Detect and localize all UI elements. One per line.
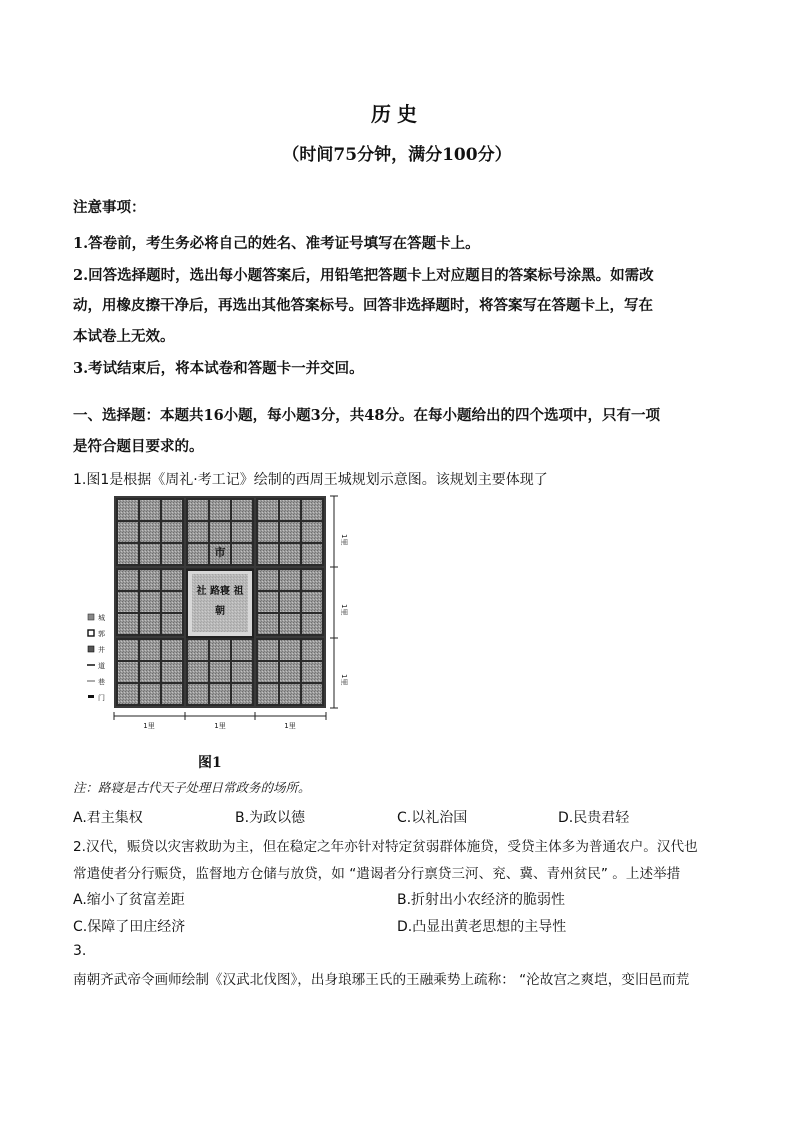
scale-label-right: 1里 — [340, 604, 348, 616]
well-field-plot — [188, 544, 208, 564]
q2-option-b[interactable]: B.折射出小农经济的脆弱性 — [397, 892, 566, 908]
well-field-plot — [118, 570, 138, 590]
well-field-plot — [188, 662, 208, 682]
section-heading-cont: 是符合题目要求的。 — [73, 438, 204, 455]
court-label: 朝 — [215, 606, 225, 617]
legend-label: 井 — [98, 646, 105, 654]
well-field-plot — [280, 592, 300, 612]
well-field-plot — [302, 592, 322, 612]
well-field-plot — [280, 522, 300, 542]
well-field-plot — [258, 544, 278, 564]
q1-option-d[interactable]: D.民贵君轻 — [558, 810, 630, 826]
well-field-plot — [210, 500, 230, 520]
well-field-plot — [210, 640, 230, 660]
q2-option-d[interactable]: D.凸显出黄老思想的主导性 — [397, 919, 567, 935]
notice-item: 1.答卷前，考生务必将自己的姓名、准考证号填写在答题卡上。 — [73, 235, 480, 252]
well-field-plot — [258, 500, 278, 520]
q1-option-a[interactable]: A.君主集权 — [73, 810, 143, 826]
q2-stem-cont: 常遣使者分行赈贷，监督地方仓储与放贷，如 “遣谒者分行禀贷三河、兖、冀、青州贫民” 。上述举措 — [73, 866, 681, 882]
page-subtitle: （时间75分钟，满分100分） — [282, 145, 512, 165]
scale-label-bottom: 1里 — [143, 722, 155, 730]
q3-number: 3. — [73, 943, 87, 959]
well-field-plot — [140, 500, 160, 520]
scale-label-right: 1里 — [340, 534, 348, 546]
market-label: 市 — [214, 546, 226, 559]
q1-option-b[interactable]: B.为政以德 — [235, 810, 306, 826]
legend-label: 门 — [98, 694, 105, 702]
well-field-plot — [302, 614, 322, 634]
well-field-plot — [140, 522, 160, 542]
well-field-plot — [232, 544, 252, 564]
well-field-plot — [118, 640, 138, 660]
well-field-plot — [162, 614, 182, 634]
notice-item: 3.考试结束后，将本试卷和答题卡一并交回。 — [73, 360, 364, 377]
well-field-plot — [140, 684, 160, 704]
well-field-plot — [280, 614, 300, 634]
well-field-plot — [302, 522, 322, 542]
well-field-plot — [118, 614, 138, 634]
q1-note: 注：路寝是古代天子处理日常政务的场所。 — [73, 780, 311, 795]
legend-label: 道 — [98, 662, 105, 670]
well-field-plot — [162, 570, 182, 590]
city-plan-figure — [80, 490, 360, 735]
well-field-plot — [188, 522, 208, 542]
well-field-plot — [280, 570, 300, 590]
well-field-plot — [302, 500, 322, 520]
well-field-plot — [232, 684, 252, 704]
well-field-plot — [232, 662, 252, 682]
well-field-plot — [162, 684, 182, 704]
notice-item: 本试卷上无效。 — [73, 328, 175, 345]
well-field-plot — [232, 522, 252, 542]
well-field-plot — [118, 544, 138, 564]
well-field-plot — [302, 544, 322, 564]
well-field-plot — [188, 500, 208, 520]
well-field-plot — [210, 522, 230, 542]
legend-label: 城 — [98, 614, 105, 622]
well-field-plot — [118, 522, 138, 542]
legend-label: 郭 — [98, 630, 105, 638]
well-field-plot — [140, 640, 160, 660]
legend-label: 巷 — [98, 678, 105, 686]
q1-stem: 1.图1是根据《周礼·考工记》绘制的西周王城规划示意图。该规划主要体现了 — [73, 472, 548, 488]
section-heading: 一、选择题：本题共16小题，每小题3分，共48分。在每小题给出的四个选项中，只有一项 — [73, 407, 660, 424]
well-field-plot — [118, 500, 138, 520]
well-field-plot — [258, 662, 278, 682]
q3-stem: 南朝齐武帝令画师绘制《汉武北伐图》，出身琅琊王氏的王融乘势上疏称： “沦故宫之爽垲，变旧邑而荒 — [73, 972, 690, 988]
well-field-plot — [118, 592, 138, 612]
notice-item: 2.回答选择题时，选出每小题答案后，用铅笔把答题卡上对应题目的答案标号涂黑。如需改 — [73, 267, 654, 284]
well-field-plot — [140, 614, 160, 634]
figure-legend — [87, 613, 105, 702]
scale-label-bottom: 1里 — [284, 722, 296, 730]
well-field-plot — [118, 684, 138, 704]
well-field-plot — [280, 662, 300, 682]
well-field-plot — [210, 684, 230, 704]
scale-label-right: 1里 — [340, 674, 348, 686]
notice-heading: 注意事项： — [73, 199, 146, 216]
well-field-plot — [188, 640, 208, 660]
well-field-plot — [258, 570, 278, 590]
well-field-plot — [210, 662, 230, 682]
well-field-plot — [232, 640, 252, 660]
q2-option-a[interactable]: A.缩小了贫富差距 — [73, 892, 185, 908]
well-field-plot — [140, 592, 160, 612]
notice-item: 动，用橡皮擦干净后，再选出其他答案标号。回答非选择题时，将答案写在答题卡上，写在 — [73, 297, 653, 314]
well-field-plot — [280, 684, 300, 704]
well-field-plot — [162, 500, 182, 520]
well-field-plot — [118, 662, 138, 682]
well-field-plot — [162, 522, 182, 542]
page-title: 历史 — [371, 102, 423, 126]
well-field-plot — [140, 544, 160, 564]
well-field-plot — [258, 592, 278, 612]
palace-label: 社 路寝 祖 — [196, 586, 244, 597]
q2-option-c[interactable]: C.保障了田庄经济 — [73, 919, 186, 935]
q1-option-c[interactable]: C.以礼治国 — [397, 810, 468, 826]
well-field-plot — [162, 662, 182, 682]
well-field-plot — [302, 662, 322, 682]
well-field-plot — [302, 684, 322, 704]
well-field-plot — [302, 640, 322, 660]
well-field-plot — [162, 544, 182, 564]
well-field-plot — [258, 684, 278, 704]
well-field-plot — [280, 640, 300, 660]
q2-stem: 2.汉代，赈贷以灾害救助为主，但在稳定之年亦针对特定贫弱群体施贷，受贷主体多为普通农户。汉代也 — [73, 839, 698, 855]
well-field-plot — [140, 662, 160, 682]
well-field-plot — [258, 522, 278, 542]
well-field-plot — [232, 500, 252, 520]
well-field-plot — [258, 614, 278, 634]
well-field-plot — [162, 592, 182, 612]
well-field-plot — [188, 684, 208, 704]
well-field-plot — [162, 640, 182, 660]
well-field-plot — [258, 640, 278, 660]
well-field-plot — [302, 570, 322, 590]
figure-caption: 图1 — [198, 755, 222, 771]
well-field-plot — [140, 570, 160, 590]
well-field-plot — [280, 500, 300, 520]
scale-label-bottom: 1里 — [214, 722, 226, 730]
well-field-plot — [280, 544, 300, 564]
